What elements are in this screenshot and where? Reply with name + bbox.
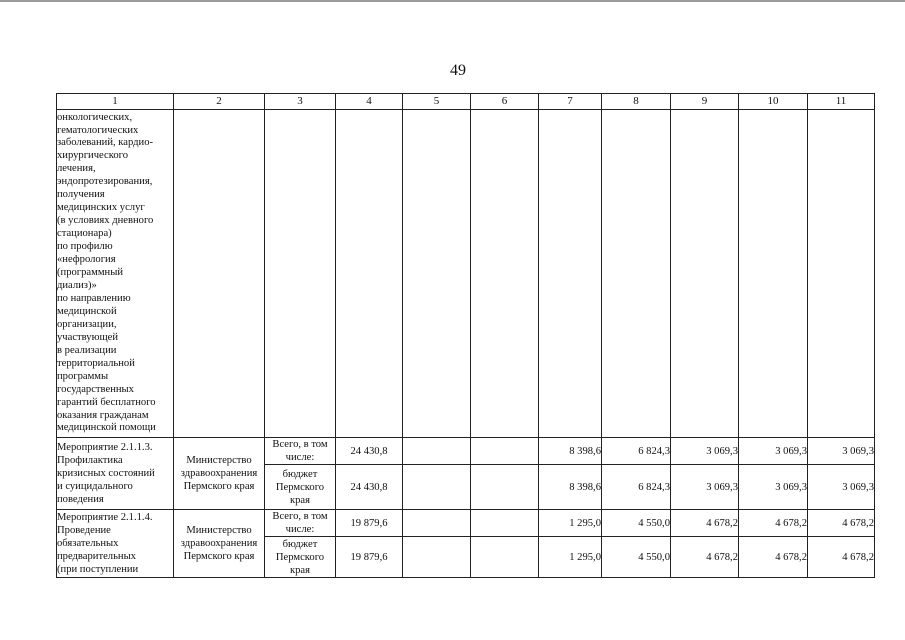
- text-line: оказания гражданам: [57, 409, 149, 421]
- text-line: гарантий бесплатного: [57, 396, 156, 408]
- executor-line: Министерство: [186, 455, 252, 466]
- amount-cell: 4 678,2: [808, 537, 875, 578]
- text-line: эндопротезирования,: [57, 176, 153, 188]
- scan-top-edge: [0, 0, 905, 2]
- amount-cell: 4 550,0: [602, 510, 671, 537]
- column-number: 3: [265, 94, 336, 110]
- amount-cell: 4 678,2: [739, 510, 808, 537]
- text-line: медицинской помощи: [57, 422, 156, 434]
- event-name-line: (при поступлении: [57, 564, 139, 575]
- amount-cell: [471, 537, 539, 578]
- text-line: государственных: [57, 383, 134, 395]
- total-amount: 24 430,8: [336, 438, 403, 465]
- amount-cell: [403, 510, 471, 537]
- text-line: (программный: [57, 267, 123, 279]
- total-amount: 19 879,6: [336, 537, 403, 578]
- amount-cell: 3 069,3: [671, 438, 739, 465]
- amount-cell: [471, 438, 539, 465]
- column-number: 9: [671, 94, 739, 110]
- event-name-cell: [57, 438, 174, 510]
- amount-cell: 4 678,2: [808, 510, 875, 537]
- event-name-line: Проведение: [57, 525, 111, 536]
- continuation-text: [57, 110, 174, 438]
- amount-cell: 6 824,3: [602, 465, 671, 510]
- funding-source: Всего, в том числе:: [265, 438, 336, 465]
- empty-cell: [336, 110, 403, 438]
- text-line: хирургического: [57, 150, 129, 162]
- empty-cell: [265, 110, 336, 438]
- empty-cell: [174, 110, 265, 438]
- event-name-line: Мероприятие 2.1.1.4.: [57, 512, 153, 523]
- amount-cell: 3 069,3: [808, 465, 875, 510]
- text-line: территориальной: [57, 357, 135, 369]
- total-amount: 24 430,8: [336, 465, 403, 510]
- text-line: по направлению: [57, 292, 131, 304]
- event-name-cell: [57, 510, 174, 578]
- column-number: 8: [602, 94, 671, 110]
- text-line: онкологических,: [57, 111, 133, 123]
- text-line: в реализации: [57, 344, 117, 356]
- event-name-line: Профилактика: [57, 455, 123, 466]
- text-line: организации,: [57, 318, 117, 330]
- text-line: стационара): [57, 228, 112, 240]
- column-number: 5: [403, 94, 471, 110]
- funding-source: Всего, в том числе:: [265, 510, 336, 537]
- empty-cell: [403, 110, 471, 438]
- amount-cell: 4 550,0: [602, 537, 671, 578]
- event-name-line: и суицидального: [57, 481, 133, 492]
- executor-line: здравоохранения: [180, 468, 258, 479]
- amount-cell: 3 069,3: [739, 465, 808, 510]
- empty-cell: [602, 110, 671, 438]
- column-number: 4: [336, 94, 403, 110]
- executor-line: здравоохранения: [180, 538, 258, 549]
- event-total-row: [57, 510, 875, 537]
- text-line: участвующей: [57, 331, 119, 343]
- executor-line: Министерство: [186, 525, 252, 536]
- amount-cell: 4 678,2: [739, 537, 808, 578]
- amount-cell: 8 398,6: [539, 438, 602, 465]
- column-number: 10: [739, 94, 808, 110]
- event-name-line: кризисных состояний: [57, 468, 155, 479]
- amount-cell: [403, 438, 471, 465]
- text-line: получения: [57, 189, 105, 201]
- funding-source: бюджет Пермского края: [265, 537, 336, 578]
- text-line: «нефрология: [57, 254, 116, 266]
- amount-cell: 4 678,2: [671, 537, 739, 578]
- amount-cell: 8 398,6: [539, 465, 602, 510]
- text-line: лечения,: [57, 163, 96, 175]
- executor-line: Пермского края: [183, 481, 255, 492]
- empty-cell: [471, 110, 539, 438]
- text-line: заболеваний, кардио-: [57, 137, 154, 149]
- column-number: 11: [808, 94, 875, 110]
- amount-cell: [471, 510, 539, 537]
- text-line: программы: [57, 370, 109, 382]
- text-line: диализ)»: [57, 279, 97, 291]
- executor-cell: [174, 510, 265, 578]
- program-table: [56, 93, 875, 578]
- empty-cell: [739, 110, 808, 438]
- amount-cell: [471, 465, 539, 510]
- event-name-line: поведения: [57, 494, 104, 505]
- continuation-row: [57, 110, 875, 438]
- column-number: 1: [57, 94, 174, 110]
- executor-line: Пермского края: [183, 551, 255, 562]
- event-name-line: обязательных: [57, 538, 119, 549]
- amount-cell: 3 069,3: [808, 438, 875, 465]
- amount-cell: 3 069,3: [671, 465, 739, 510]
- empty-cell: [539, 110, 602, 438]
- empty-cell: [808, 110, 875, 438]
- executor-cell: [174, 438, 265, 510]
- text-line: по профилю: [57, 241, 113, 253]
- event-name-line: предварительных: [57, 551, 136, 562]
- column-number: 2: [174, 94, 265, 110]
- text-line: медицинских услуг: [57, 202, 145, 214]
- column-number: 6: [471, 94, 539, 110]
- amount-cell: 6 824,3: [602, 438, 671, 465]
- text-line: медицинской: [57, 305, 117, 317]
- text-line: (в условиях дневного: [57, 215, 154, 227]
- amount-cell: 1 295,0: [539, 537, 602, 578]
- column-number-row: [57, 94, 875, 110]
- column-number: 7: [539, 94, 602, 110]
- funding-source: бюджет Пермского края: [265, 465, 336, 510]
- amount-cell: [403, 465, 471, 510]
- page-number: 49: [450, 62, 466, 79]
- event-total-row: [57, 438, 875, 465]
- amount-cell: 1 295,0: [539, 510, 602, 537]
- text-line: гематологических: [57, 124, 139, 136]
- amount-cell: 4 678,2: [671, 510, 739, 537]
- amount-cell: 3 069,3: [739, 438, 808, 465]
- amount-cell: [403, 537, 471, 578]
- empty-cell: [671, 110, 739, 438]
- total-amount: 19 879,6: [336, 510, 403, 537]
- event-name-line: Мероприятие 2.1.1.3.: [57, 442, 153, 453]
